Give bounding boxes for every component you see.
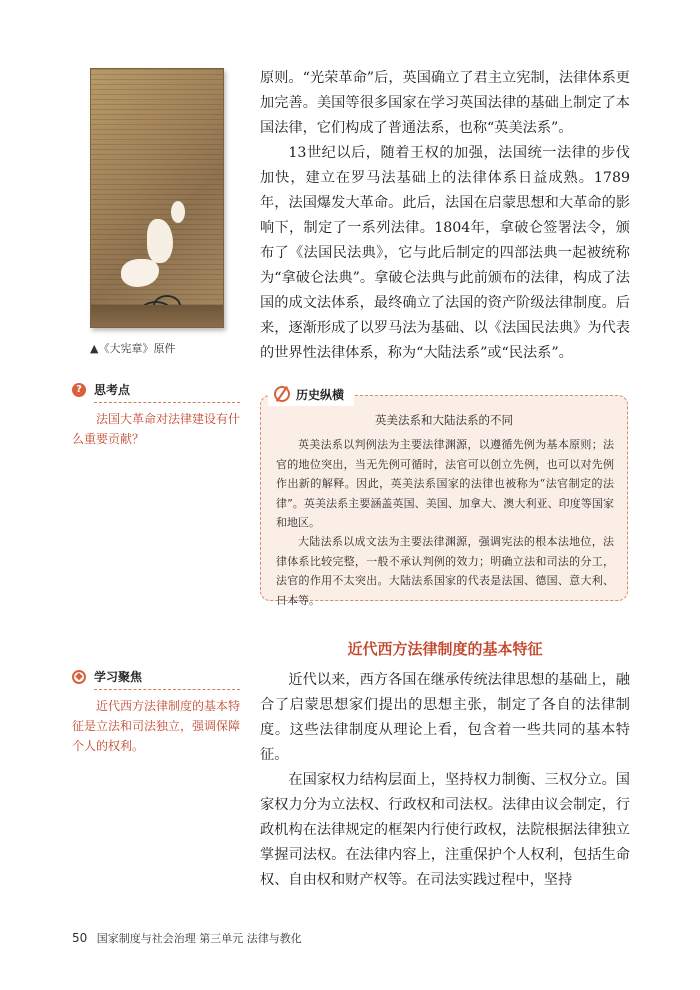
history-icon — [274, 386, 290, 402]
history-box-text-2: 大陆法系以成文法为主要法律渊源，强调宪法的根本法地位，法律体系比较完整，一般不承认判例的效力；明确立法和司法的分工，法官的作用不太突出。大陆法系国家的代表是法国、德国、意大利、日本等。 — [276, 535, 614, 607]
sidebar-focus-title: 学习聚焦 — [94, 670, 143, 684]
sidebar-focus — [72, 668, 240, 756]
page-footer — [72, 930, 302, 946]
magna-carta-image — [90, 68, 224, 328]
section-title: 近代西方法律制度的基本特征 — [347, 640, 543, 658]
paragraph-2: 13世纪以后，随着王权的加强，法国统一法律的步伐加快，建立在罗马法基础上的法律体系日益成熟。1789年，法国爆发大革命。此后，法国在启蒙思想和大革命的影响下，制定了一系列法律。1804年，拿破仑签署法令，颁布了《法国民法典》，它与此后制定的四部法典一起被统称为“拿破仑法典”。拿破仑法典与此前颁布的法律，构成了法国的成文法体系，最终确立了法国的资产阶级法律制度。后来，逐渐形成了以罗马法为基础、以《法国民法典》为代表的世界性法律体系，称为“大陆法系”或“民法系”。 — [260, 145, 630, 361]
torn-area — [121, 259, 159, 287]
sidebar-think-title: 思考点 — [94, 383, 131, 397]
sidebar-think-text: 法国大革命对法律建设有什么重要贡献？ — [72, 412, 241, 446]
history-box-title: 英美法系和大陆法系的不同 — [375, 413, 513, 427]
paragraph-4: 在国家权力结构层面上，坚持权力制衡、三权分立。国家权力分为立法权、行政权和司法权。法律由议会制定，行政机构在法律规定的框架内行使行政权，法院根据法律独立掌握司法权。在法律内容上，注重保护个人权利，包括生命权、自由权和财产权等。在司法实践过程中，坚持 — [260, 772, 630, 888]
divider — [94, 689, 240, 690]
divider — [94, 402, 240, 403]
page-number: 50 — [72, 931, 88, 945]
history-box-label: 历史纵横 — [296, 387, 345, 402]
sidebar-think — [72, 381, 240, 449]
sidebar-focus-text: 近代西方法律制度的基本特征是立法和司法独立，强调保障个人的权利。 — [72, 699, 241, 753]
sidebar-think-header — [72, 381, 240, 398]
parchment-fold — [91, 305, 223, 327]
torn-area — [171, 201, 185, 223]
image-caption: ▲《大宪章》原件 — [90, 342, 176, 355]
focus-icon: ◆ — [72, 670, 86, 684]
paragraph-3: 近代以来，西方各国在继承传统法律思想的基础上，融合了启蒙思想家们提出的思想主张，制定了各自的法律制度。这些法律制度从理论上看，包含着一些共同的基本特征。 — [260, 672, 630, 763]
torn-area — [147, 219, 173, 263]
history-box-text-1: 英美法系以判例法为主要法律渊源，以遵循先例为基本原则；法官的地位突出，当无先例可循时，法官可以创立先例，也可以对先例作出新的解释。因此，英美法系国家的法律也被称为“法官制定的法律”。英美法系主要涵盖英国、美国、加拿大、澳大利亚、印度等国家和地区。 — [276, 438, 614, 529]
question-icon: ? — [72, 383, 86, 397]
footer-text: 国家制度与社会治理 第三单元 法律与教化 — [96, 932, 302, 945]
sidebar-focus-header — [72, 668, 240, 685]
history-box-tab — [268, 382, 354, 406]
paragraph-1: 原则。“光荣革命”后，英国确立了君主立宪制，法律体系更加完善。美国等很多国家在学习英国法律的基础上制定了本国法律，它们构成了普通法系，也称“英美法系”。 — [260, 70, 630, 136]
